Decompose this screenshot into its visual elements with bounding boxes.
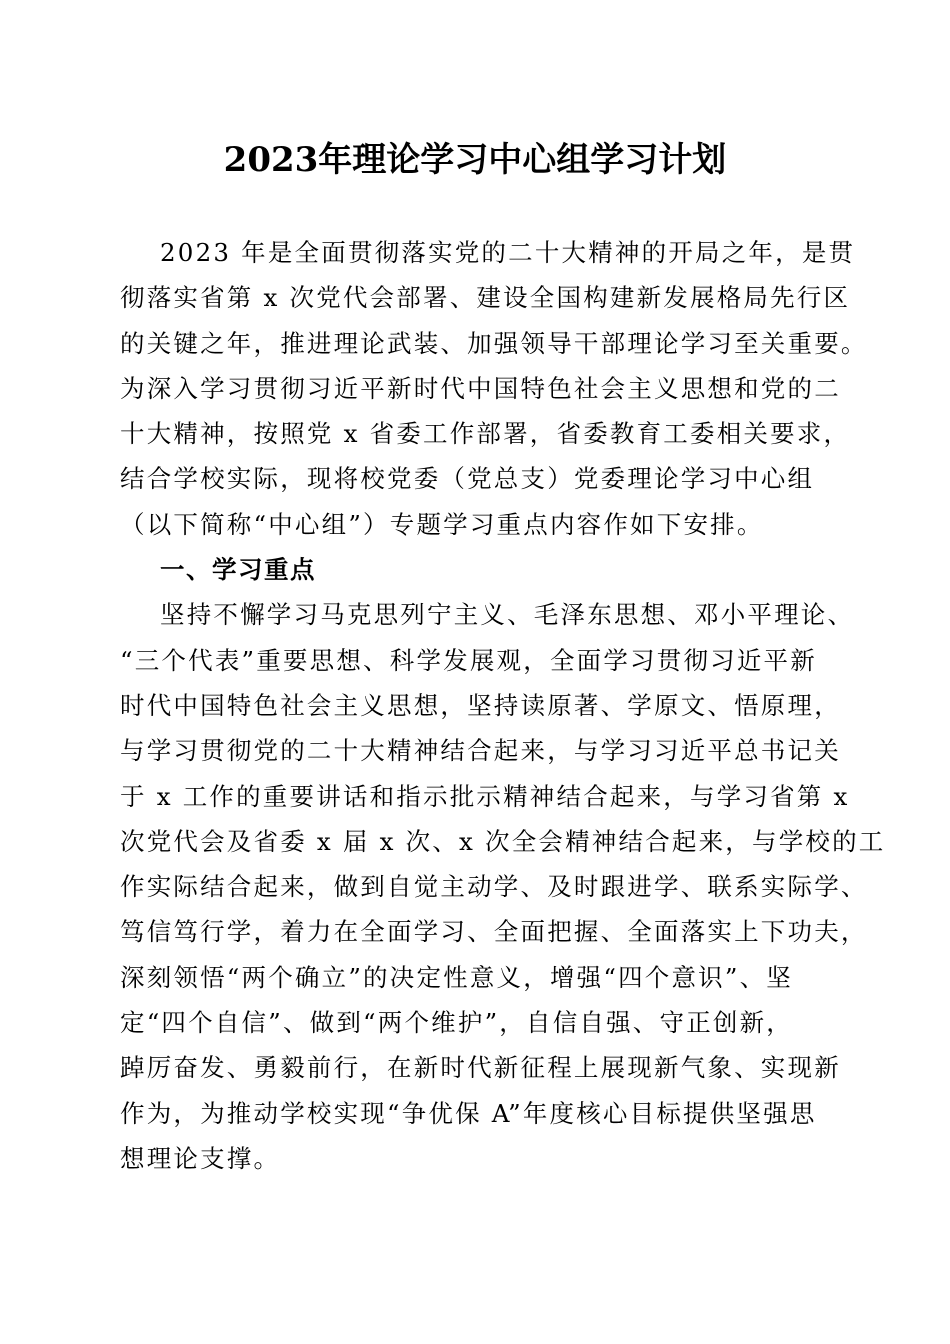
section1-line: 作实际结合起来，做到自觉主动学、及时跟进学、联系实际学、 (120, 872, 868, 902)
section1-line: 与学习贯彻党的二十大精神结合起来，与学习习近平总书记关 (120, 736, 841, 766)
intro-line: 彻落实省第 x 次党代会部署、建设全国构建新发展格局先行区 (120, 283, 851, 313)
section1-line: 定“四个自信”、做到“两个维护”，自信自强、守正创新， (120, 1008, 793, 1038)
section-heading: 一、学习重点 (160, 555, 316, 585)
document-title: 2023年理论学习中心组学习计划 (223, 140, 727, 180)
intro-line: 的关键之年，推进理论武装、加强领导干部理论学习至关重要。 (120, 328, 868, 358)
intro-line: 结合学校实际，现将校党委（党总支）党委理论学习中心组 (120, 464, 815, 494)
intro-paragraph (120, 230, 868, 547)
intro-line: 为深入学习贯彻习近平新时代中国特色社会主义思想和党的二 (120, 373, 841, 403)
section1-line: 作为，为推动学校实现“争优保 A”年度核心目标提供坚强思 (120, 1098, 817, 1128)
section1-line: 坚持不懈学习马克思列宁主义、毛泽东思想、邓小平理论、 (160, 600, 855, 630)
section1-line: 深刻领悟“两个确立”的决定性意义，增强“四个意识”、坚 (120, 962, 793, 992)
section1-line: 于 x 工作的重要讲话和指示批示精神结合起来，与学习省第 x (120, 781, 850, 811)
document-body (120, 230, 886, 1181)
section1-line: “三个代表”重要思想、科学发展观，全面学习贯彻习近平新 (120, 645, 817, 675)
intro-line: （以下简称“中心组”）专题学习重点内容作如下安排。 (120, 509, 764, 539)
section1-line: 时代中国特色社会主义思想，坚持读原著、学原文、悟原理， (120, 690, 841, 720)
section1-line: 踔厉奋发、勇毅前行，在新时代新征程上展现新气象、实现新 (120, 1053, 841, 1083)
intro-line: 2023 年是全面贯彻落实党的二十大精神的开局之年，是贯 (160, 238, 856, 267)
section1-paragraph (120, 592, 886, 1181)
intro-line: 十大精神，按照党 x 省委工作部署，省委教育工委相关要求， (120, 419, 851, 449)
section1-line: 想理论支撑。 (120, 1143, 281, 1173)
section1-line: 次党代会及省委 x 届 x 次、x 次全会精神结合起来，与学校的工 (120, 826, 886, 856)
section1-line: 笃信笃行学，着力在全面学习、全面把握、全面落实上下功夫， (120, 917, 868, 947)
